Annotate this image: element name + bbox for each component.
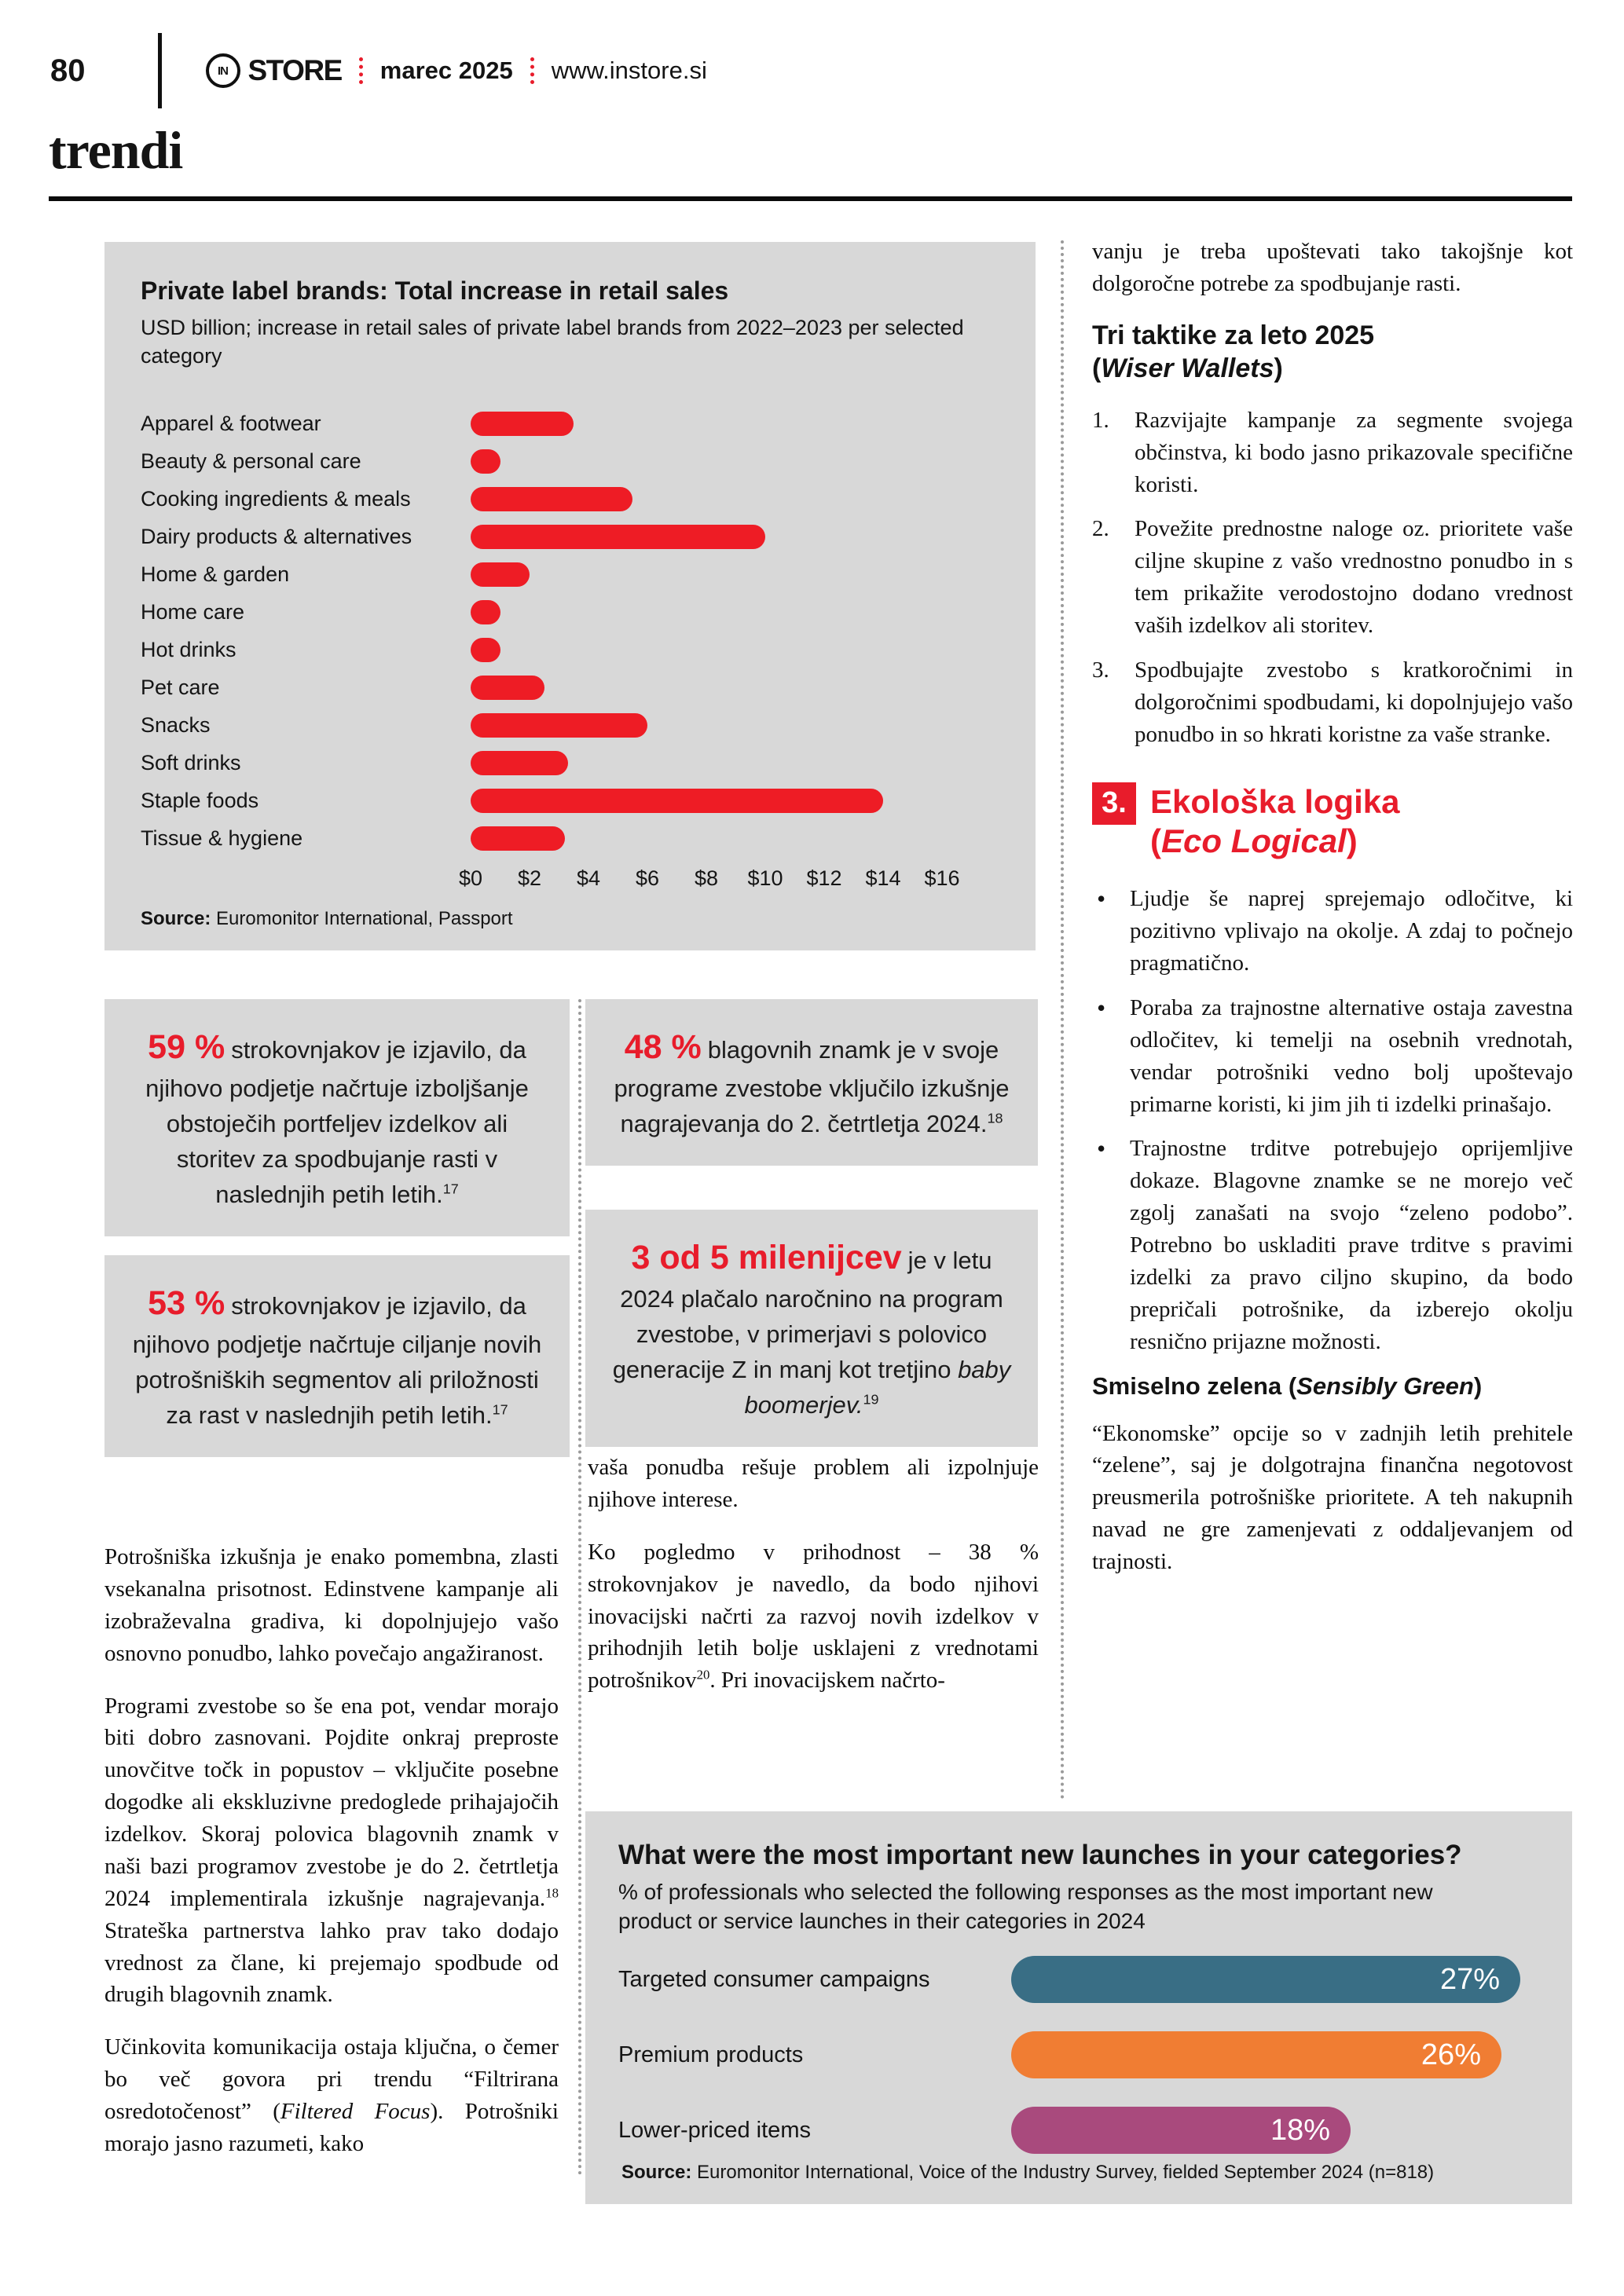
list-item (1092, 654, 1573, 751)
chart-row (141, 442, 999, 480)
category-label: Beauty & personal care (141, 449, 361, 473)
section-title: trendi (49, 120, 183, 180)
bullet-list (1092, 883, 1573, 1357)
category-label: Lower-priced items (618, 2117, 811, 2143)
chart-row (141, 706, 999, 744)
category-label: Apparel & footwear (141, 411, 321, 435)
paragraph: Potrošniška izkušnja je enako pomembna, zlasti vsekanalna prisotnost. Edinstvene kampanje ali izobraževalna gradiva, ki dopolnjujejo vašo osnovno ponudbo, lahko povečajo angažiranost. (104, 1544, 559, 1666)
category-label: Staple foods (141, 788, 259, 812)
axis-tick: $0 (458, 866, 483, 891)
instore-logo (206, 53, 342, 88)
chart-row (141, 668, 999, 706)
bullet-icon: • (1097, 993, 1106, 1022)
paragraph: Učinkovita komunikacija ostaja ključna, o čemer bo več govora pri trendu “Filtrirana osredotočenost” (Filtered Focus). Potrošniki morajo jasno razumeti, kako (104, 2034, 559, 2156)
stat-box-53 (104, 1255, 570, 1457)
category-label: Snacks (141, 712, 211, 737)
dotted-divider (359, 57, 363, 84)
logo-in-circle-icon: IN (206, 53, 240, 88)
trend-heading (1092, 782, 1573, 862)
chart-source (141, 908, 513, 930)
bar (471, 412, 574, 436)
right-column (1092, 236, 1573, 1597)
value-label: 18% (1270, 2113, 1330, 2147)
chart-title: What were the most important new launches in your categories? (618, 1840, 1462, 1870)
value-label: 26% (1421, 2038, 1481, 2071)
launches-chart (585, 1811, 1572, 2204)
private-label-chart (104, 242, 1036, 950)
list-item (1092, 405, 1573, 501)
axis-tick: $2 (517, 866, 542, 891)
trend-number-badge: 3. (1092, 782, 1136, 825)
bar-track (471, 525, 942, 549)
category-label: Tissue & hygiene (141, 826, 303, 850)
chart-subtitle: USD billion; increase in retail sales of private label brands from 2022–2023 per selected category (141, 316, 964, 368)
bar (471, 826, 565, 851)
bar (1011, 2107, 1351, 2154)
logo-store-text: STORE (247, 54, 342, 86)
chart-row (141, 480, 999, 518)
heading-line: Tri taktike za leto 2025 (1092, 320, 1375, 350)
source-label: Source: (621, 2162, 692, 2183)
bar-track (471, 449, 942, 474)
chart-bars (141, 405, 999, 857)
list-number: 2. (1092, 516, 1109, 542)
category-label: Hot drinks (141, 637, 236, 661)
heading-line: (Eco Logical) (1150, 822, 1358, 859)
bar (471, 676, 544, 700)
paragraph: Programi zvestobe so še ena pot, vendar morajo biti dobro zasnovani. Pojdite onkraj preproste unovčitve točk in popustov – vključite posebne dogodke ali ekskluzivne predoglede prihajajočih izdelkov. Skoraj polovica blagovnih znamk v naši bazi programov zvestobe je do 2. četrtletja 2024 implementirala izkušnje nagrajevanja.$^{18}$ Strateška partnerstva lahko prav tako dodajo vrednost za člane, ki prejemajo spodbude od drugih blagovnih znamk. (104, 1693, 559, 2008)
category-label: Premium products (618, 2041, 804, 2067)
bullet-text: Poraba za trajnostne alternative ostaja zavestna odločitev, ki temelji na osebnih vrednotah, vendar potrošniki vedno bolj upoštevajo primarne koristi, ki jim jih ti izdelki prinašajo. (1130, 994, 1573, 1117)
stat-highlight: 3 od 5 milenijcev (631, 1239, 902, 1276)
trend-heading-text (1150, 782, 1399, 862)
dotted-divider (530, 57, 534, 84)
chart-row (618, 2107, 1539, 2154)
list-text: Povežite prednostne naloge oz. prioritete vaše ciljne skupine z vašo vrednostno ponudbo in s tem prikažite verodostojno dodano vrednost vaših izdelkov ali storitev. (1135, 516, 1573, 638)
bullet-icon: • (1097, 1134, 1106, 1163)
bar-track (471, 751, 942, 775)
category-label: Pet care (141, 675, 220, 699)
numbered-list (1092, 405, 1573, 751)
stat-text: strokovnjakov je izjavilo, da njihovo podjetje načrtuje ciljanje novih potrošniških segmentov ali priložnosti za rast v naslednjih petih letih.$^{17}$ (132, 1292, 542, 1430)
left-column-text (104, 1541, 559, 2181)
value-label: 27% (1439, 1962, 1500, 1996)
bar-track (471, 789, 942, 813)
bar-track (1011, 2031, 1539, 2078)
chart-row (141, 782, 999, 819)
chart-row (141, 593, 999, 631)
bullet-text: Trajnostne trditve potrebujejo oprijemljive dokaze. Blagovne znamke se ne morejo več zgolj zanašati na svojo “zeleno podobo”. Potrebno bo uskladiti prave trditve s pravimi izdelki za pravo ciljno skupino, da bodo prepričali potrošnike, da izberejo okolju resnično prijazne možnosti. (1130, 1136, 1573, 1354)
column-separator (578, 999, 581, 2176)
axis-tick: $6 (635, 866, 660, 891)
title-rule (49, 196, 1572, 201)
list-number: 1. (1092, 407, 1109, 433)
chart-row (618, 1956, 1539, 2003)
sensibly-green-heading: Smiselno zelena (Sensibly Green) (1092, 1371, 1483, 1400)
stat-box-3of5 (585, 1210, 1038, 1447)
header-divider (158, 33, 162, 108)
paragraph: Ko pogledmo v prihodnost – 38 % strokovnjakov je navedlo, da bodo njihovi inovacijski načrti za razvoj novih izdelkov v prihodnjih letih bolje usklajeni z vrednotami potrošnikov$^{20}$. Pri inovacijskem načrto- (588, 1539, 1039, 1694)
source-text: Euromonitor International, Passport (216, 908, 513, 929)
chart-row (141, 744, 999, 782)
list-item (1092, 513, 1573, 642)
issue-date: marec 2025 (379, 57, 513, 84)
tactics-heading (1092, 319, 1573, 386)
stat-text: strokovnjakov je izjavilo, da njihovo podjetje načrtuje izboljšanje obstoječih portfeljev izdelkov ali storitev za spodbujanje rasti v naslednjih petih letih.$^{17}$ (145, 1036, 529, 1209)
chart-row (618, 2031, 1539, 2078)
chart-subtitle: % of professionals who selected the following responses as the most important new product or service launches in their categories in 2024 (618, 1880, 1433, 1934)
category-label: Cooking ingredients & meals (141, 486, 411, 511)
bar (471, 449, 500, 474)
bar (1011, 2031, 1501, 2078)
bar-track (1011, 1956, 1539, 2003)
bar-track (1011, 2107, 1539, 2154)
list-number: 3. (1092, 657, 1109, 683)
bar (471, 600, 500, 624)
chart-source (621, 2162, 1434, 2184)
bar-track (471, 600, 942, 624)
bullet-item (1092, 1133, 1573, 1357)
stat-highlight: 59 % (148, 1028, 225, 1066)
page-number: 80 (50, 53, 86, 88)
category-label: Home care (141, 599, 245, 624)
axis-tick: $10 (747, 866, 783, 891)
bar (471, 789, 883, 813)
bar (471, 525, 765, 549)
chart-row (141, 405, 999, 442)
list-text: Razvijajte kampanje za segmente svojega občinstva, ki bodo jasno prikazovale specifične koristi. (1135, 407, 1573, 497)
bullet-text: Ljudje še naprej sprejemajo odločitve, ki pozitivno vplivajo na okolje. A zdaj to počnejo pragmatično. (1130, 886, 1573, 976)
chart-row (141, 631, 999, 668)
stat-text: blagovnih znamk je v svoje programe zvestobe vključilo izkušnje nagrajevanja do 2. četrtletja 2024.18 (614, 1036, 1010, 1138)
axis-tick: $16 (924, 866, 960, 891)
paragraph: vaša ponudba rešuje problem ali izpolnjuje njihove interese. (588, 1455, 1039, 1512)
column-separator (1061, 240, 1064, 1800)
category-label: Soft drinks (141, 750, 241, 774)
bar (1011, 1956, 1520, 2003)
bar-track (471, 638, 942, 662)
list-text: Spodbujajte zvestobo s kratkoročnimi in dolgoročnimi spodbudami, ki dopolnjujejo vašo ponudbo in so hkrati koristne za vaše stranke. (1135, 657, 1573, 747)
category-label: Targeted consumer campaigns (618, 1966, 930, 1992)
category-label: Home & garden (141, 562, 290, 586)
bar (471, 713, 647, 738)
bullet-icon: • (1097, 884, 1106, 914)
axis-tick: $4 (576, 866, 601, 891)
stat-box-59 (104, 999, 570, 1236)
chart-row (141, 518, 999, 555)
bullet-item (1092, 992, 1573, 1121)
paragraph: vanju je treba upoštevati tako takojšnje kot dolgoročne potrebe za spodbujanje rasti. (1092, 239, 1573, 296)
source-text: Euromonitor International, Voice of the Industry Survey, fielded September 2024 (n=818) (697, 2162, 1435, 2183)
axis-tick: $14 (865, 866, 901, 891)
page-header (50, 33, 1572, 108)
axis-tick: $8 (694, 866, 719, 891)
bar-track (471, 562, 942, 587)
middle-column-text (588, 1452, 1039, 1717)
bar-track (471, 412, 942, 436)
stat-text: je v letu 2024 plačalo naročnino na program zvestobe, v primerjavi s polovico generacije Z in manj kot tretjino baby boomerjev.$^{19}$ (612, 1247, 1011, 1419)
website-url: www.instore.si (551, 57, 707, 84)
bar-track (471, 487, 942, 511)
bar (471, 638, 500, 662)
bar (471, 751, 568, 775)
stat-highlight: 53 % (148, 1284, 225, 1322)
bar-track (471, 713, 942, 738)
chart-x-axis (458, 866, 960, 898)
source-label: Source: (141, 908, 211, 929)
bar-track (471, 676, 942, 700)
chart-row (141, 819, 999, 857)
heading-line: Ekološka logika (1150, 782, 1400, 820)
bar (471, 487, 632, 511)
category-label: Dairy products & alternatives (141, 524, 412, 548)
bar (471, 562, 530, 587)
paragraph: “Ekonomske” opcije so v zadnjih letih prehitele “zelene”, saj je dolgotrajna finančna negotovost preusmerila potrošniške prioritete. A teh nakupnih navad ne gre zamenjevati z oddaljevanjem od trajnosti. (1092, 1420, 1573, 1575)
heading-line: (Wiser Wallets) (1092, 353, 1283, 384)
stat-highlight: 48 % (624, 1028, 702, 1066)
axis-tick: $12 (806, 866, 842, 891)
chart-bars (618, 1956, 1539, 2154)
stat-box-48 (585, 999, 1038, 1166)
chart-row (141, 555, 999, 593)
chart-title: Private label brands: Total increase in retail sales (141, 276, 729, 305)
bar-track (471, 826, 942, 851)
bullet-item (1092, 883, 1573, 980)
